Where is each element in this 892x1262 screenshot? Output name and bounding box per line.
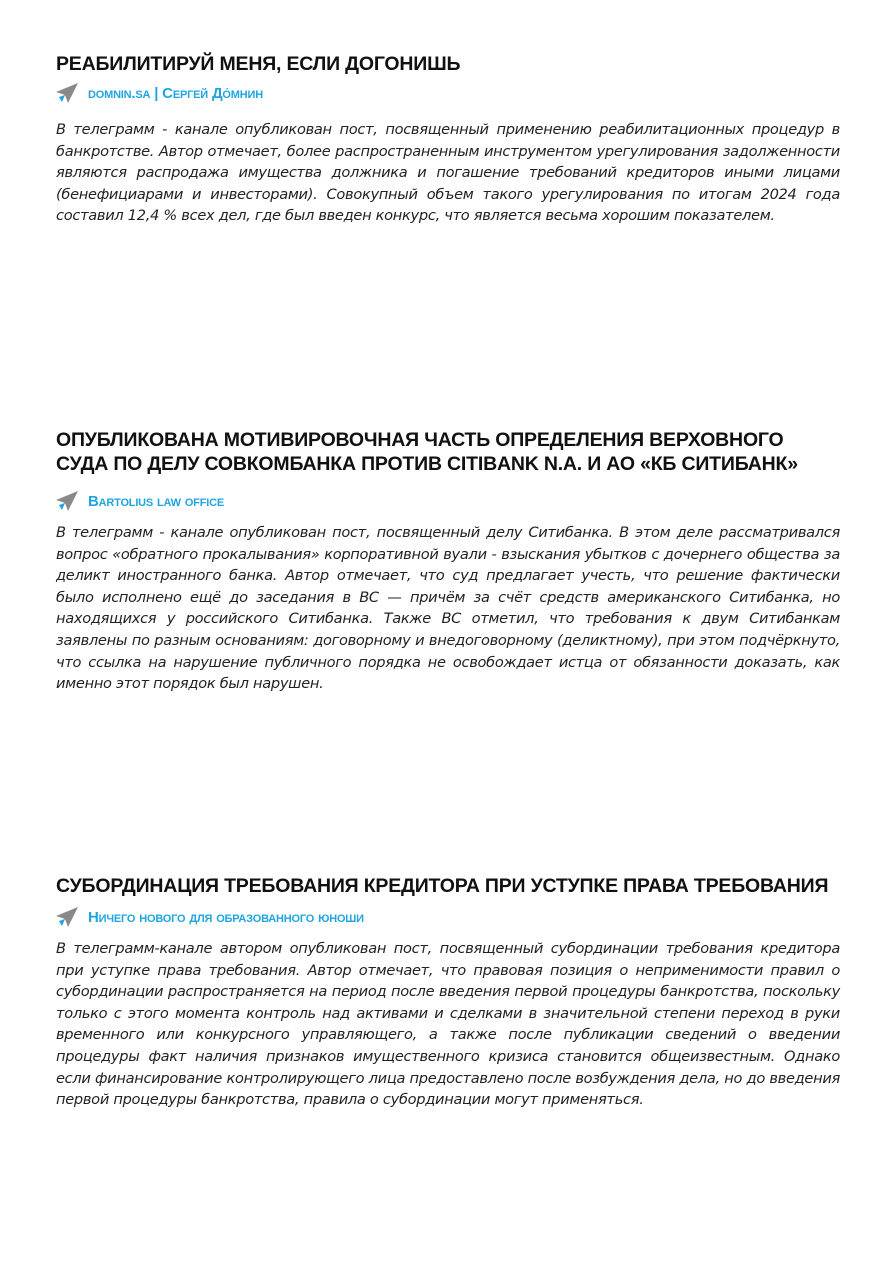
article-title: СУБОРДИНАЦИЯ ТРЕБОВАНИЯ КРЕДИТОРА ПРИ УСТУПКЕ ПРАВА ТРЕБОВАНИЯ bbox=[56, 875, 829, 897]
article-source[interactable] bbox=[56, 490, 840, 512]
article-subordination bbox=[56, 874, 840, 1111]
article-title: РЕАБИЛИТИРУЙ МЕНЯ, ЕСЛИ ДОГОНИШЬ bbox=[56, 53, 461, 75]
paper-plane-icon bbox=[56, 491, 78, 511]
article-body: В телеграмм-канале автором опубликован пост, посвященный субординации требования кредитора при уступке права требования. Автор отмечает, что правовая позиция о неприменимости правил о субординации распространяется на период после введения первой процедуры банкротства, поскольку только с этого момента контроль над активами и сделками в значительной степени переход в руки временного или конкурсного управляющего, а также после публикации сведений о введении процедуры факт наличия признаков имущественного кризиса становится общеизвестным. Однако если финансирование контролирующего лица предоставлено после возбуждения дела, но до введения первой процедуры банкротства, правила о субординации могут применяться. bbox=[56, 940, 840, 1109]
article-body: В телеграмм - канале опубликован пост, посвященный применению реабилитационных процедур в банкротстве. Автор отмечает, более распространенным инструментом урегулирования задолженности являются распродажа имущества должника и погашение требований кредиторов иными лицами (бенефициарами и инвесторами). Совокупный объем такого урегулирования по итогам 2024 года составил 12,4 % всех дел, где был введен конкурс, что является весьма хорошим показателем. bbox=[56, 121, 840, 225]
paper-plane-icon bbox=[56, 83, 78, 103]
source-link[interactable]: Ничего нового для образованного юноши bbox=[88, 908, 364, 926]
paper-plane-icon bbox=[56, 907, 78, 927]
article-title: ОПУБЛИКОВАНА МОТИВИРОВОЧНАЯ ЧАСТЬ ОПРЕДЕЛЕНИЯ ВЕРХОВНОГО СУДА ПО ДЕЛУ СОВКОМБАНКА ПРОТИВ CITIBANK N.A. И АО «КБ СИТИБАНК» bbox=[56, 429, 798, 475]
article-source[interactable] bbox=[56, 906, 840, 928]
article-rehabilitation bbox=[56, 52, 840, 227]
source-link[interactable]: domnin.sa | Сергей До́мнин bbox=[88, 84, 263, 102]
source-link[interactable]: Bartolius law office bbox=[88, 492, 224, 510]
article-source[interactable] bbox=[56, 82, 840, 104]
article-body: В телеграмм - канале опубликован пост, посвященный делу Ситибанка. В этом деле рассматривался вопрос «обратного прокалывания» корпоративной вуали - взыскания убытков с дочернего общества за деликт иностранного банка. Автор отмечает, что суд предлагает учесть, что решение фактически было исполнено ещё до заседания в ВС — причём за счёт средств американского Ситибанка, но находящихся у российского Ситибанка. Также ВС отметил, что требования к двум Ситибанкам заявлены по разным основаниям: договорному и внедоговорному (деликтному), при этом подчёркнуто, что ссылка на нарушение публичного порядка не освобождает истца от обязанности доказать, как именно этот порядок был нарушен. bbox=[56, 524, 840, 693]
article-citibank bbox=[56, 428, 840, 695]
